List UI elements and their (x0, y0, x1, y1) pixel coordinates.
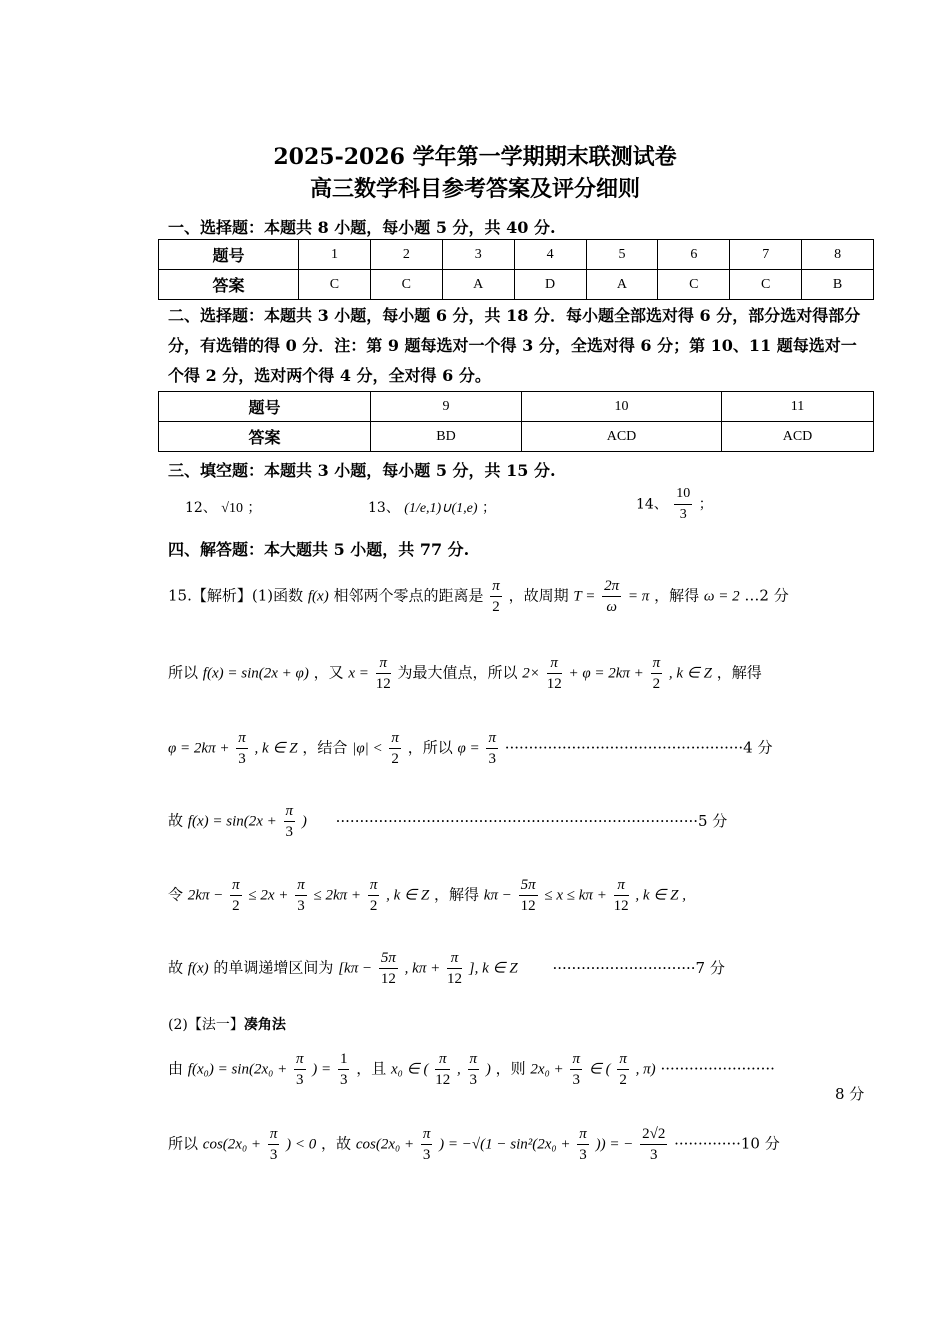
table-cell: 8 (802, 240, 874, 270)
table-row (159, 392, 874, 422)
q15-text: ，故周期 (508, 586, 569, 605)
part2-method: 凑角法 (243, 1017, 286, 1033)
q15-text: 为最大值点，所以 (397, 663, 518, 682)
section3-heading: 三、填空题：本题共 3 小题，每小题 5 分，共 15 分. (168, 461, 556, 480)
table-cell: 1 (299, 240, 371, 270)
table-cell: ACD (722, 422, 874, 452)
q15-text: ，解得 (433, 885, 479, 904)
table-cell: 3 (442, 240, 514, 270)
table-row (159, 422, 874, 452)
table-cell: 10 (522, 392, 722, 422)
q15-text: 的单调递增区间为 (213, 958, 334, 977)
answer-14-fraction (674, 484, 692, 525)
table-cell: 2 (370, 240, 442, 270)
q15-intro: 15.【解析】(1)函数 (168, 586, 304, 605)
part2-label: (2)【法一】 (168, 1017, 244, 1033)
q15-line4: 故 f(x) = sin(2x + $\frac{\pi}{3}$ ) ············································································5 分 (168, 803, 728, 840)
answer-13 (368, 497, 496, 517)
q15-text: 由 (168, 1059, 184, 1078)
q15-text: 所以 (168, 663, 199, 682)
fraction-numerator: 10 (674, 484, 692, 505)
section4-heading: 四、解答题：本大题共 5 小题，共 77 分. (168, 540, 470, 559)
table-cell: D (514, 270, 586, 300)
table-cell: C (658, 270, 730, 300)
answer-12 (185, 497, 261, 517)
section1-answer-table (158, 239, 874, 300)
answer-14-end: ； (698, 496, 713, 513)
row-label-question: 题号 (159, 392, 371, 422)
section2-answer-table (158, 391, 874, 452)
section2-heading: 二、选择题：本题共 3 小题，每小题 6 分，共 18 分．每小题全部选对得 6 分，部分选对得部分分，有选错的得 0 分．注：第 9 题每选对一个得 3 分，全选对得 6 分；第 10、11 题每选对一个得 2 分，选对两个得 4 分，全对得 6 分。 (168, 306, 861, 385)
table-cell: 6 (658, 240, 730, 270)
q15-text: ，则 (495, 1059, 526, 1078)
answer-13-end: ； (481, 500, 496, 516)
answer-14 (636, 484, 713, 525)
q15-line1: 15.【解析】(1)函数 f(x) 相邻两个零点的距离是 $\frac{\pi}{2}$ ，故周期 T = $\frac{2\pi}{\omega}$ = π ，解得 ω = 2 …2 分 (168, 578, 789, 615)
q15-text: 所以 (168, 1134, 199, 1153)
table-cell: C (370, 270, 442, 300)
score-marker: ························ (660, 1059, 775, 1078)
table-cell: BD (371, 422, 522, 452)
answer-12-label: 12、 (185, 500, 217, 516)
table-cell: C (299, 270, 371, 300)
q15-text: ，且 (356, 1059, 387, 1078)
score-marker: 8 分 (835, 1085, 865, 1103)
q15-text: ，又 (313, 663, 344, 682)
row-label-answer: 答案 (159, 270, 299, 300)
table-row (159, 270, 874, 300)
answer-14-label: 14、 (636, 496, 668, 513)
q15-text: ，解得 (716, 663, 762, 682)
q15-text: ，结合 (302, 738, 348, 757)
q15-text: 令 (168, 885, 184, 904)
score-marker: ··················································4 分 (504, 738, 773, 757)
q15-line3: φ = 2kπ + $\frac{\pi}{3}$ , k ∈ Z ，结合 |φ| < $\frac{\pi}{2}$ ，所以 φ = $\frac{\pi}{3}$ ··················································4 分 (168, 730, 773, 767)
q15-line5: 令 2kπ − $\frac{\pi}{2}$ ≤ 2x + $\frac{\pi}{3}$ ≤ 2kπ + $\frac{\pi}{2}$ , k ∈ Z ，解得 kπ − $\frac{5\pi}{12}$ ≤ x ≤ kπ + $\frac{\pi}{12}$ , k ∈ Z , (168, 877, 686, 914)
part2-heading (168, 1014, 286, 1034)
table-cell: B (802, 270, 874, 300)
row-label-question: 题号 (159, 240, 299, 270)
table-cell: ACD (522, 422, 722, 452)
score-marker: ··············10 分 (674, 1134, 780, 1153)
q15-line8: 由 f(x₀) = sin(2x₀ + $\frac{\pi}{3}$ ) = $\frac{1}{3}$ ，且 x₀ ∈ ( $\frac{\pi}{12}$ , $\frac{\pi}{3}$ ) ，则 2x₀ + $\frac{\pi}{3}$ ∈ ( $\frac{\pi}{2}$ , π) ························ (168, 1051, 775, 1088)
page-title-line2: 高三数学科目参考答案及评分细则 (309, 176, 640, 202)
section1-heading: 一、选择题：本题共 8 小题，每小题 5 分，共 40 分. (168, 218, 556, 237)
q15-text: ，所以 (407, 738, 453, 757)
q15-line6: 故 f(x) 的单调递增区间为 [kπ − $\frac{5\pi}{12}$ , kπ + $\frac{\pi}{12}$ ], k ∈ Z ······························7 分 (168, 950, 725, 987)
table-cell: 5 (586, 240, 658, 270)
q15-text: 相邻两个零点的距离是 (333, 586, 484, 605)
table-cell: 11 (722, 392, 874, 422)
table-row (159, 240, 874, 270)
row-label-answer: 答案 (159, 422, 371, 452)
q15-text: 故 (168, 811, 184, 830)
q15-text: ，解得 (654, 586, 700, 605)
q15-line2: 所以 f(x) = sin(2x + φ) ，又 x = $\frac{\pi}{12}$ 为最大值点，所以 2× $\frac{\pi}{12}$ + φ = 2kπ + $\frac{\pi}{2}$ , k ∈ Z ，解得 (168, 655, 762, 692)
fraction-denominator: 3 (679, 507, 687, 522)
q15-text: ，故 (321, 1134, 352, 1153)
score-marker: ······························7 分 (552, 958, 725, 977)
q15-line9: 所以 cos(2x₀ + $\frac{\pi}{3}$ ) < 0 ，故 cos(2x₀ + $\frac{\pi}{3}$ ) = −√(1 − sin²(2x₀ + $\frac{\pi}{3}$ )) = − $\frac{2√2}{3}$ ··············10 分 (168, 1126, 780, 1163)
answer-12-value: √10 (221, 501, 243, 516)
score-marker: ············································································5 分 (335, 811, 728, 830)
answer-13-label: 13、 (368, 500, 400, 516)
table-cell: A (586, 270, 658, 300)
table-cell: C (730, 270, 802, 300)
answer-12-end: ； (247, 500, 262, 516)
table-cell: A (442, 270, 514, 300)
answer-13-value: (1/e,1)∪(1,e) (404, 501, 478, 516)
page-title-line1: 2025-2026 学年第一学期期末联测试卷 (273, 144, 677, 170)
table-cell: 4 (514, 240, 586, 270)
score-marker: …2 分 (744, 586, 789, 605)
q15-text: 故 (168, 958, 184, 977)
table-cell: 7 (730, 240, 802, 270)
table-cell: 9 (371, 392, 522, 422)
